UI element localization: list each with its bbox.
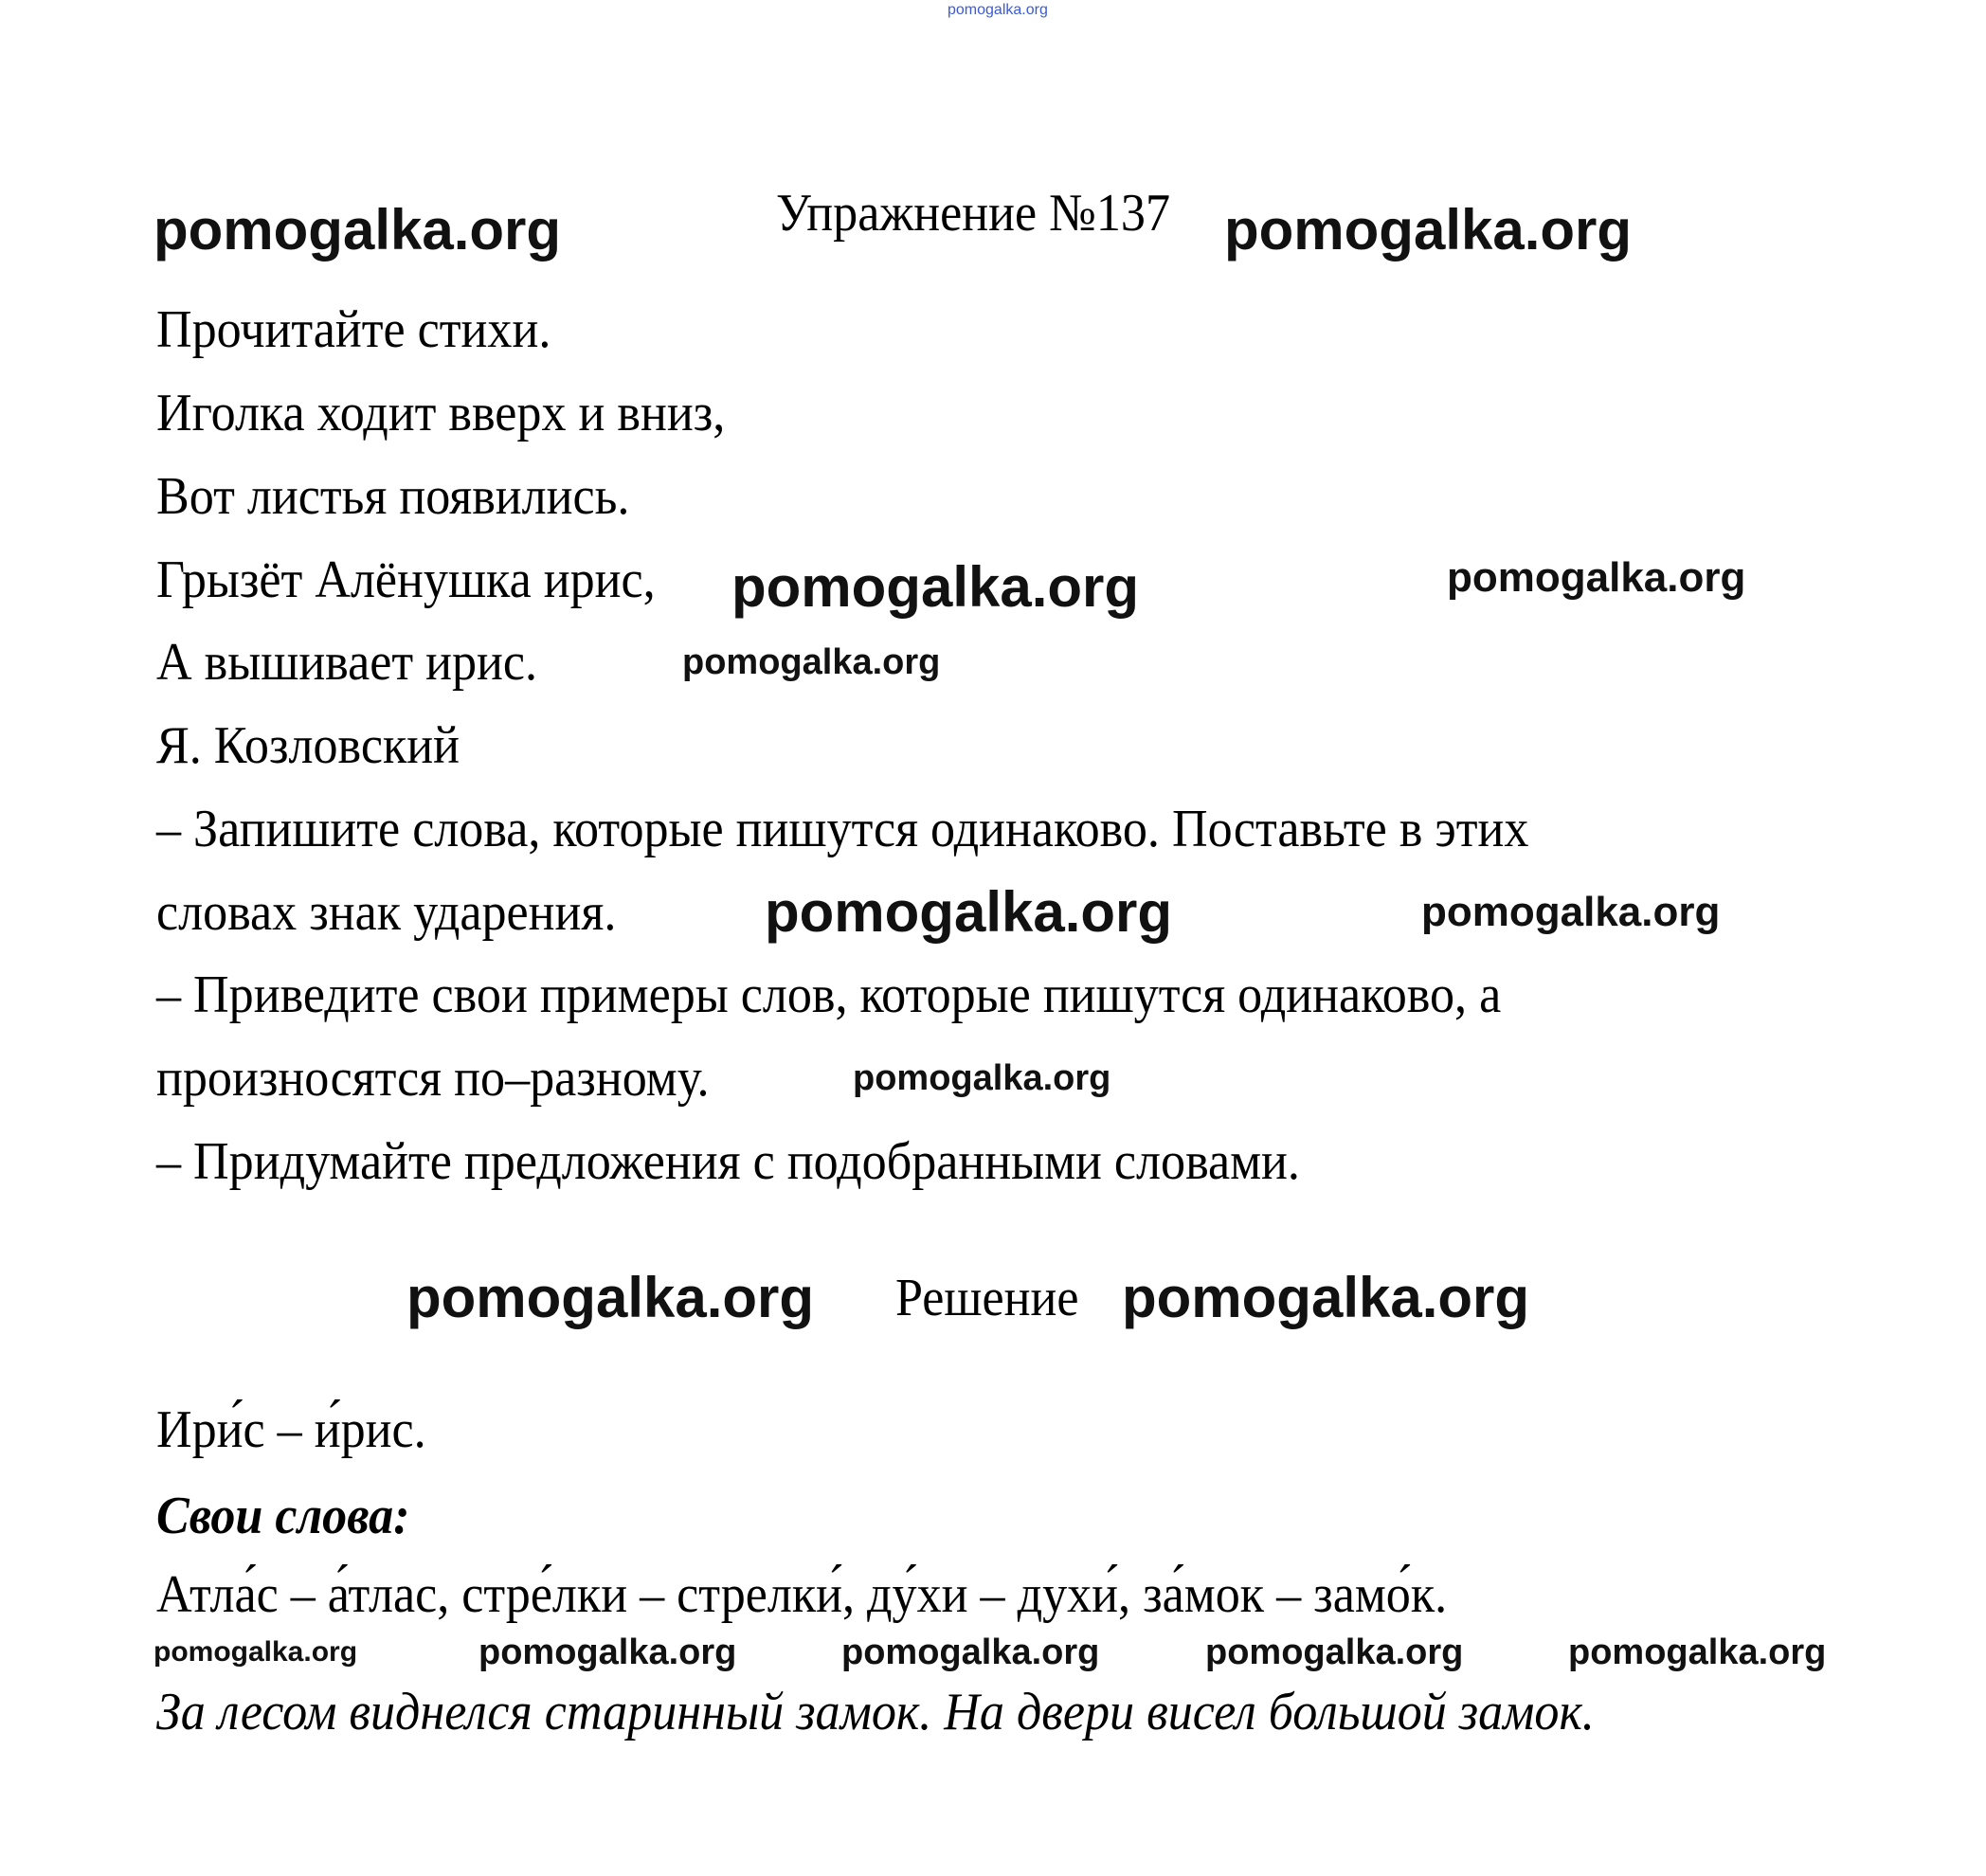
- task-line: Прочитайте стихи.: [156, 300, 551, 359]
- task-instruction: словах знак ударения.: [156, 883, 617, 942]
- poem-author: Я. Козловский: [156, 716, 460, 775]
- header-watermark: pomogalka.org: [948, 2, 1048, 18]
- watermark: pomogalka.org: [1205, 1632, 1464, 1672]
- own-words-label: Свои слова:: [156, 1487, 410, 1545]
- solution-heading: Решение: [895, 1269, 1079, 1327]
- task-instruction: – Приведите свои примеры слов, которые пишутся одинаково, а: [156, 965, 1502, 1024]
- watermark: pomogalka.org: [153, 1636, 358, 1668]
- example-sentences: За лесом виднелся старинный замок. На двери висел большой замок.: [156, 1683, 1595, 1741]
- watermark: pomogalka.org: [1568, 1632, 1827, 1672]
- solution-answer: Ири́с – и́рис.: [156, 1400, 426, 1459]
- task-instruction: произносятся по–разному.: [156, 1049, 710, 1108]
- watermark: pomogalka.org: [731, 555, 1140, 619]
- watermark: pomogalka.org: [1122, 1266, 1530, 1329]
- poem-line: Иголка ходит вверх и вниз,: [156, 384, 726, 442]
- watermark: pomogalka.org: [853, 1058, 1111, 1098]
- watermark: pomogalka.org: [478, 1632, 737, 1672]
- task-instruction: – Запишите слова, которые пишутся одинаково. Поставьте в этих: [156, 800, 1529, 858]
- watermark: pomogalka.org: [1421, 889, 1721, 935]
- watermark: pomogalka.org: [682, 642, 941, 682]
- watermark: pomogalka.org: [841, 1632, 1100, 1672]
- poem-line: А вышивает ирис.: [156, 633, 538, 692]
- watermark: pomogalka.org: [406, 1266, 815, 1329]
- watermark: pomogalka.org: [1224, 198, 1633, 262]
- exercise-title: Упражнение №137: [776, 184, 1170, 243]
- watermark: pomogalka.org: [765, 880, 1173, 944]
- watermark: pomogalka.org: [1447, 554, 1746, 601]
- own-words: Атла́с – а́тлас, стре́лки – стрелки́, ду́хи – духи́, за́мок – замо́к.: [156, 1565, 1448, 1624]
- task-instruction: – Придумайте предложения с подобранными словами.: [156, 1132, 1300, 1191]
- poem-line: Вот листья появились.: [156, 467, 630, 526]
- poem-line: Грызёт Алёнушка ирис,: [156, 550, 656, 609]
- watermark: pomogalka.org: [153, 198, 562, 262]
